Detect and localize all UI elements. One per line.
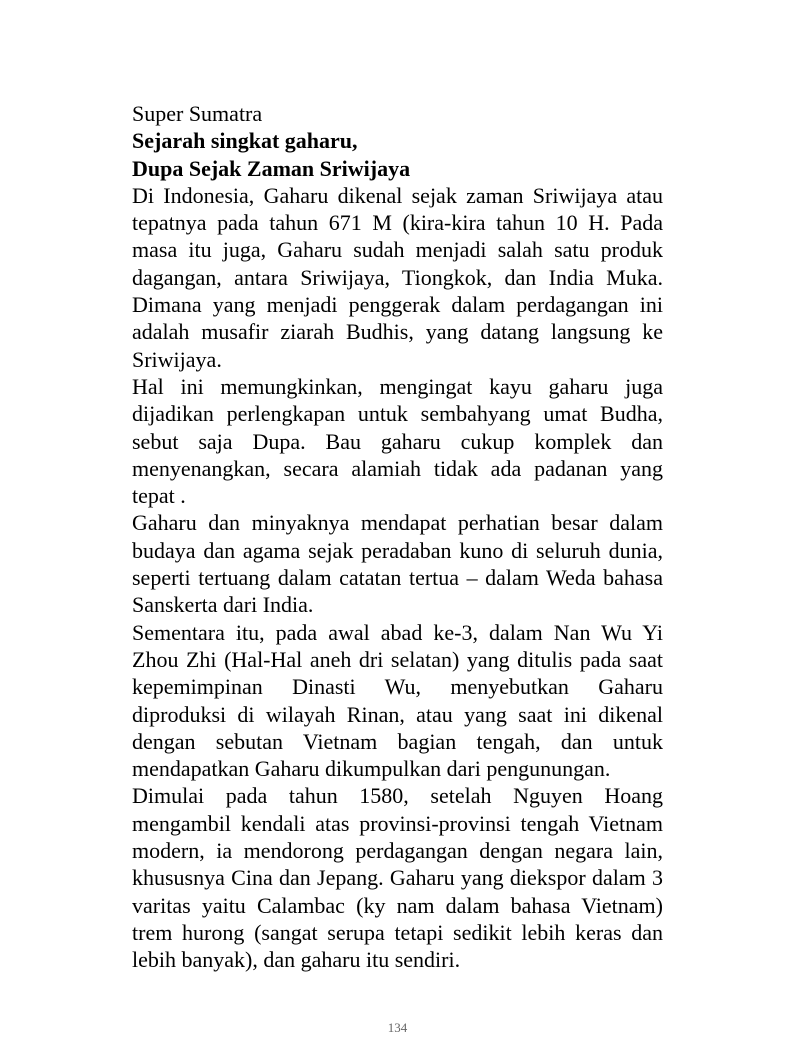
paragraph-line: mendapatkan Gaharu dikumpulkan dari pengunungan. xyxy=(132,756,611,782)
paragraph-3 xyxy=(132,509,663,618)
paragraph-line: tepatnya pada tahun 671 M (kira-kira tahun 10 H. Pada xyxy=(132,210,663,236)
page-number: 134 xyxy=(387,1020,408,1035)
paragraph-line: Gaharu dan minyaknya mendapat perhatian besar dalam xyxy=(132,510,663,536)
paragraph-line: sebut saja Dupa. Bau gaharu cukup komplek dan xyxy=(132,428,663,454)
paragraph-line: kepemimpinan Dinasti Wu, menyebutkan Gaharu xyxy=(132,674,663,700)
paragraph-line: budaya dan agama sejak peradaban kuno di seluruh dunia, xyxy=(132,537,663,563)
paragraph-line: Sriwijaya. xyxy=(132,346,222,372)
paragraph-line: menyenangkan, secara alamiah tidak ada padanan yang xyxy=(132,455,663,481)
paragraph-line: mengambil kendali atas provinsi-provinsi tengah Vietnam xyxy=(132,810,663,836)
paragraph-line: Zhou Zhi (Hal-Hal aneh dri selatan) yang ditulis pada saat xyxy=(132,646,663,672)
title-line-1: Sejarah singkat gaharu, xyxy=(132,128,358,154)
paragraph-2 xyxy=(132,373,663,509)
paragraph-line: dijadikan perlengkapan untuk sembahyang umat Budha, xyxy=(132,401,663,427)
paragraph-line: varitas yaitu Calambac (ky nam dalam bahasa Vietnam) xyxy=(132,892,663,918)
paragraph-line: dagangan, antara Sriwijaya, Tiongkok, dan India Muka. xyxy=(132,264,663,290)
paragraph-line: masa itu juga, Gaharu sudah menjadi salah satu produk xyxy=(132,237,663,263)
paragraph-4 xyxy=(132,619,663,783)
paragraph-line: Dimana yang menjadi penggerak dalam perdagangan ini xyxy=(132,292,663,318)
paragraph-line: Dimulai pada tahun 1580, setelah Nguyen Hoang xyxy=(132,783,663,809)
paragraph-line: modern, ia mendorong perdagangan dengan negara lain, xyxy=(132,838,663,864)
paragraph-line: seperti tertuang dalam catatan tertua – dalam Weda bahasa xyxy=(132,565,663,591)
title-line-2: Dupa Sejak Zaman Sriwijaya xyxy=(132,155,411,181)
paragraph-line: diproduksi di wilayah Rinan, atau yang saat ini dikenal xyxy=(132,701,663,727)
page-content xyxy=(132,100,663,974)
paragraph-5 xyxy=(132,782,663,973)
paragraph-line: Hal ini memungkinkan, mengingat kayu gaharu juga xyxy=(132,373,663,399)
paragraph-line: lebih banyak), dan gaharu itu sendiri. xyxy=(132,947,461,973)
paragraph-line: khususnya Cina dan Jepang. Gaharu yang diekspor dalam 3 xyxy=(132,865,663,891)
paragraph-1 xyxy=(132,182,663,373)
paragraph-line: Sanskerta dari India. xyxy=(132,592,314,618)
paragraph-line: tepat . xyxy=(132,483,186,509)
paragraph-line: dengan sebutan Vietnam bagian tengah, dan untuk xyxy=(132,728,663,754)
paragraph-line: Sementara itu, pada awal abad ke-3, dalam Nan Wu Yi xyxy=(132,619,663,645)
paragraph-line: trem hurong (sangat serupa tetapi sedikit lebih keras dan xyxy=(132,919,663,945)
header-label: Super Sumatra xyxy=(132,101,263,126)
paragraph-line: Di Indonesia, Gaharu dikenal sejak zaman Sriwijaya atau xyxy=(132,182,663,208)
paragraph-line: adalah musafir ziarah Budhis, yang datang langsung ke xyxy=(132,319,663,345)
